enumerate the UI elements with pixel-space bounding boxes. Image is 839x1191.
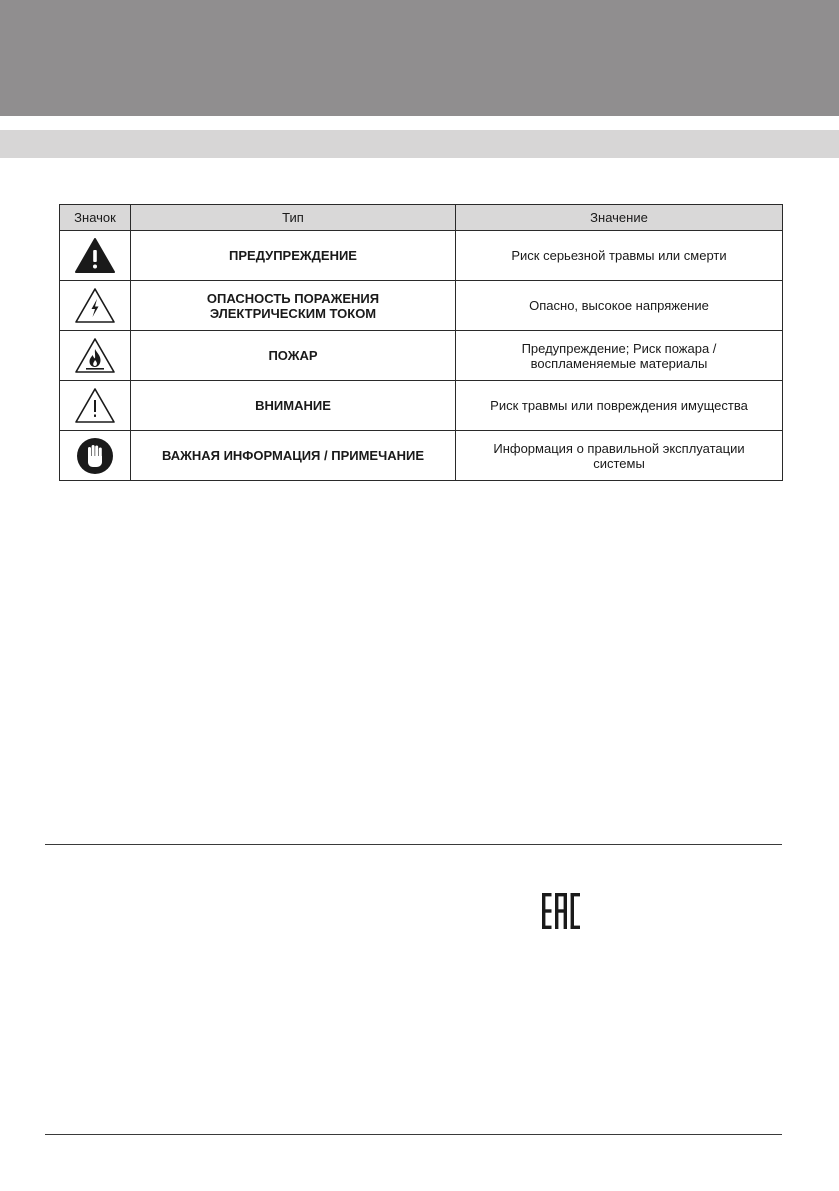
fire-icon <box>73 335 117 377</box>
type-label: ПОЖАР <box>268 348 318 363</box>
icon-cell <box>60 381 131 431</box>
type-cell <box>131 281 456 331</box>
table-row <box>60 281 783 331</box>
header-band <box>0 0 839 116</box>
icon-cell <box>60 331 131 381</box>
hand-stop-icon <box>73 435 117 477</box>
meaning-cell <box>456 281 783 331</box>
meaning-text: Опасно, высокое напряжение <box>529 298 709 313</box>
meaning-text-line-2: воспламеняемые материалы <box>530 355 708 371</box>
table-row <box>60 431 783 481</box>
caution-icon <box>73 385 117 427</box>
meaning-cell <box>456 331 783 381</box>
divider-line <box>45 844 782 845</box>
warning-filled-icon <box>73 235 117 277</box>
type-label: ВНИМАНИЕ <box>255 398 331 413</box>
electric-shock-icon <box>73 285 117 327</box>
meaning-text: Риск травмы или повреждения имущества <box>490 398 748 413</box>
meaning-text: Информация о правильной эксплуатации <box>493 440 745 456</box>
type-cell <box>131 431 456 481</box>
meaning-text-line-2: системы <box>593 455 645 471</box>
header-type: Тип <box>131 205 456 231</box>
icon-cell <box>60 431 131 481</box>
type-cell <box>131 231 456 281</box>
type-label: ВАЖНАЯ ИНФОРМАЦИЯ / ПРИМЕЧАНИЕ <box>161 448 425 463</box>
meaning-cell <box>456 381 783 431</box>
table-header-row <box>60 205 783 231</box>
bottom-divider-line <box>45 1134 782 1135</box>
section-band <box>0 130 839 158</box>
type-label-line-2: ЭЛЕКТРИЧЕСКИМ ТОКОМ <box>209 305 377 321</box>
table-row <box>60 331 783 381</box>
icon-cell <box>60 231 131 281</box>
type-label: ПРЕДУПРЕЖДЕНИЕ <box>229 248 357 263</box>
icon-cell <box>60 281 131 331</box>
header-icon: Значок <box>60 205 131 231</box>
meaning-cell <box>456 231 783 281</box>
eac-mark-icon <box>542 893 580 929</box>
type-cell <box>131 381 456 431</box>
meaning-text: Предупреждение; Риск пожара / <box>521 340 717 356</box>
header-meaning: Значение <box>456 205 783 231</box>
meaning-cell <box>456 431 783 481</box>
table-row <box>60 231 783 281</box>
safety-symbols-table <box>59 204 783 481</box>
type-cell <box>131 331 456 381</box>
type-label: ОПАСНОСТЬ ПОРАЖЕНИЯ <box>206 290 380 306</box>
meaning-text: Риск серьезной травмы или смерти <box>511 248 727 263</box>
table-row <box>60 381 783 431</box>
